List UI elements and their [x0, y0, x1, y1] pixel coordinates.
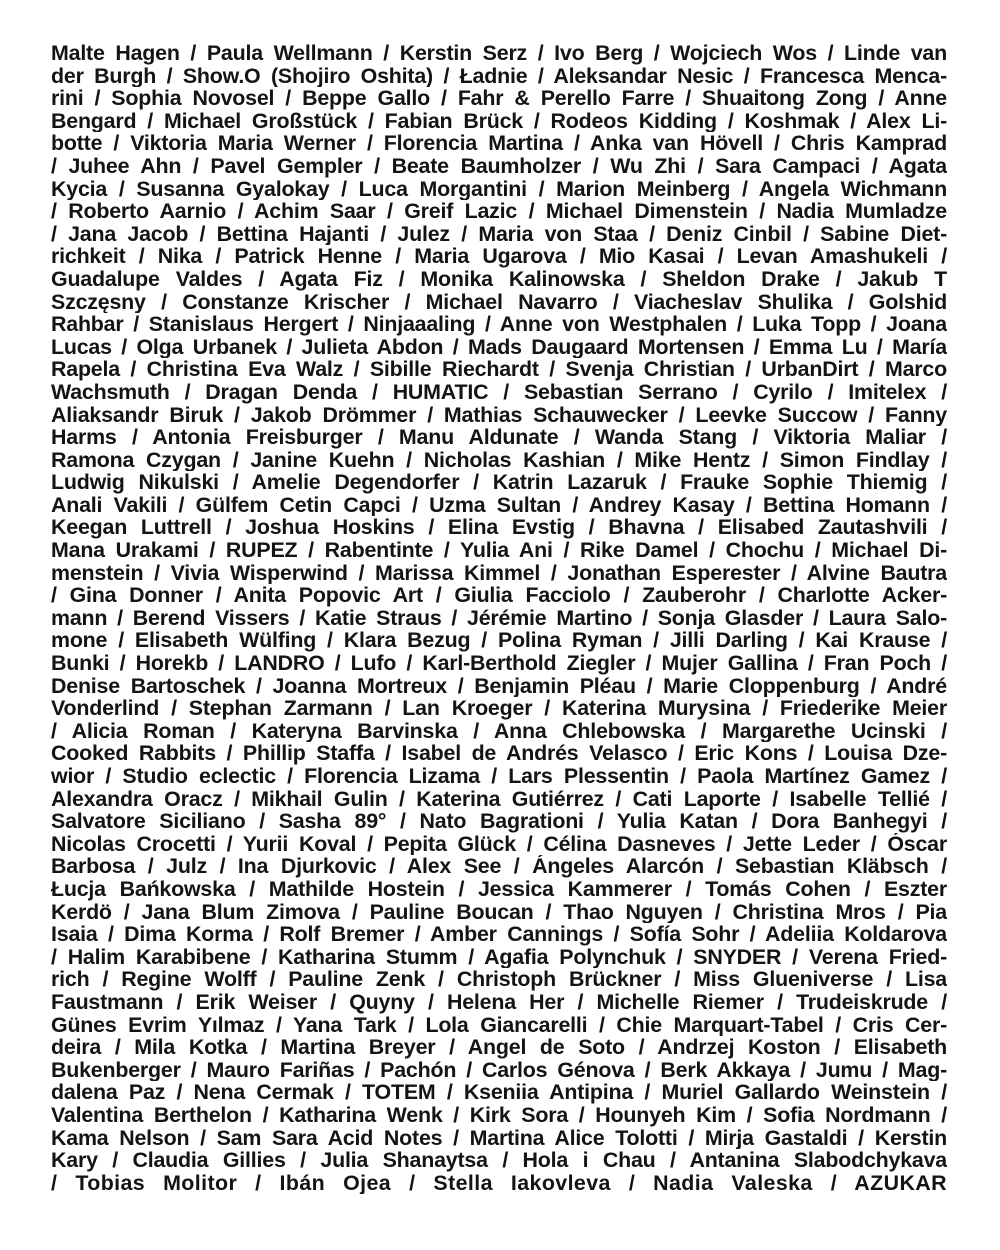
- credits-line: Barbosa / Julz / Ina Djurkovic / Alex See / Ángeles Alarcón / Sebastian Kläbsch /: [51, 855, 947, 878]
- credits-line: Günes Evrim Yılmaz / Yana Tark / Lola Giancarelli / Chie Marquart-Tabel / Cris Cer-: [51, 1013, 947, 1037]
- credits-line: wior / Studio eclectic / Florencia Lizama / Lars Plessentin / Paola Martínez Gamez /: [51, 765, 947, 788]
- credits-line: Kama Nelson / Sam Sara Acid Notes / Martina Alice Tolotti / Mirja Gastaldi / Kerstin: [51, 1126, 947, 1150]
- credits-line: mann / Berend Vissers / Katie Straus / Jérémie Martino / Sonja Glasder / Laura Salo-: [51, 606, 947, 630]
- credits-line: Anali Vakili / Gülfem Cetin Capci / Uzma Sultan / Andrey Kasay / Bettina Homann /: [51, 493, 947, 517]
- credits-line: deira / Mila Kotka / Martina Breyer / Angel de Soto / Andrzej Koston / Elisabeth: [51, 1036, 947, 1059]
- credits-line: Nicolas Crocetti / Yurii Koval / Pepita Glück / Célina Dasneves / Jette Leder / Óscar: [51, 832, 947, 856]
- credits-line: Szczęsny / Constanze Krischer / Michael Navarro / Viacheslav Shulika / Golshid: [51, 290, 947, 314]
- credits-line: Cooked Rabbits / Phillip Staffa / Isabel de Andrés Velasco / Eric Kons / Louisa Dze-: [51, 742, 947, 765]
- credits-line: / Tobias Molitor / Ibán Ojea / Stella Iakovleva / Nadia Valeska / AZUKAR: [51, 1171, 947, 1195]
- credits-line: Valentina Berthelon / Katharina Wenk / Kirk Sora / Hounyeh Kim / Sofia Nordmann /: [51, 1103, 947, 1127]
- credits-line: Ramona Czygan / Janine Kuehn / Nicholas Kashian / Mike Hentz / Simon Findlay /: [51, 448, 947, 472]
- credits-line: Keegan Luttrell / Joshua Hoskins / Elina Evstig / Bhavna / Elisabed Zautashvili /: [51, 516, 947, 540]
- credits-line: Aliaksandr Biruk / Jakob Drömmer / Mathias Schauwecker / Leevke Succow / Fanny: [51, 403, 947, 427]
- credits-line: Vonderlind / Stephan Zarmann / Lan Kroeger / Katerina Murysina / Friederike Meier: [51, 697, 947, 720]
- credits-line: Wachsmuth / Dragan Denda / HUMATIC / Sebastian Serrano / Cyrilo / Imitelex /: [51, 380, 947, 404]
- credits-line: Bunki / Horekb / LANDRO / Lufo / Karl-Berthold Ziegler / Mujer Gallina / Fran Poch /: [51, 652, 947, 675]
- credits-page: [51, 42, 947, 1212]
- credits-line: / Alicia Roman / Kateryna Barvinska / Anna Chlebowska / Margarethe Ucinski /: [51, 719, 947, 743]
- credits-line: botte / Viktoria Maria Werner / Florencia Martina / Anka van Hövell / Chris Kamprad: [51, 132, 947, 155]
- credits-line: / Juhee Ahn / Pavel Gempler / Beate Baumholzer / Wu Zhi / Sara Campaci / Agata: [51, 154, 947, 178]
- credits-line: Kerdö / Jana Blum Zimova / Pauline Boucan / Thao Nguyen / Christina Mros / Pia: [51, 900, 947, 924]
- credits-line: Salvatore Siciliano / Sasha 89° / Nato Bagrationi / Yulia Katan / Dora Banhegyi /: [51, 810, 947, 833]
- credits-line: der Burgh / Show.O (Shojiro Oshita) / Ładnie / Aleksandar Nesic / Francesca Menca-: [51, 64, 947, 88]
- credits-line: Isaia / Dima Korma / Rolf Bremer / Amber Cannings / Sofía Sohr / Adeliia Koldarova: [51, 923, 947, 946]
- credits-line: / Halim Karabibene / Katharina Stumm / Agafia Polynchuk / SNYDER / Verena Fried-: [51, 945, 947, 969]
- credits-line: Guadalupe Valdes / Agata Fiz / Monika Kalinowska / Sheldon Drake / Jakub T: [51, 267, 947, 291]
- credits-line: Harms / Antonia Freisburger / Manu Aldunate / Wanda Stang / Viktoria Maliar /: [51, 426, 947, 449]
- credits-line: Mana Urakami / RUPEZ / Rabentinte / Yulia Ani / Rike Damel / Chochu / Michael Di-: [51, 539, 947, 562]
- credits-line: / Gina Donner / Anita Popovic Art / Giulia Facciolo / Zauberohr / Charlotte Acker-: [51, 584, 947, 607]
- credits-line: mone / Elisabeth Wülfing / Klara Bezug / Polina Ryman / Jilli Darling / Kai Krause /: [51, 629, 947, 653]
- credits-line: Rapela / Christina Eva Walz / Sibille Riechardt / Svenja Christian / UrbanDirt / Marco: [51, 358, 947, 381]
- credits-line: / Roberto Aarnio / Achim Saar / Greif Lazic / Michael Dimenstein / Nadia Mumladze: [51, 200, 947, 223]
- credits-line: Bukenberger / Mauro Fariñas / Pachón / Carlos Génova / Berk Akkaya / Jumu / Mag-: [51, 1058, 947, 1082]
- credits-line: dalena Paz / Nena Cermak / TOTEM / Kseniia Antipina / Muriel Gallardo Weinstein /: [51, 1081, 947, 1104]
- credits-line: Kary / Claudia Gillies / Julia Shanaytsa / Hola i Chau / Antanina Slabodchykava: [51, 1149, 947, 1172]
- contributor-name-list: [51, 42, 947, 1194]
- credits-line: Rahbar / Stanislaus Hergert / Ninjaaaling / Anne von Westphalen / Luka Topp / Joana: [51, 313, 947, 336]
- credits-line: rini / Sophia Novosel / Beppe Gallo / Fahr & Perello Farre / Shuaitong Zong / Anne: [51, 87, 947, 110]
- credits-line: Denise Bartoschek / Joanna Mortreux / Benjamin Pléau / Marie Cloppenburg / André: [51, 674, 947, 698]
- credits-line: rich / Regine Wolff / Pauline Zenk / Christoph Brückner / Miss Glueniverse / Lisa: [51, 968, 947, 991]
- credits-line: Alexandra Oracz / Mikhail Gulin / Katerina Gutiérrez / Cati Laporte / Isabelle Tellié /: [51, 787, 947, 811]
- credits-line: richkeit / Nika / Patrick Henne / Maria Ugarova / Mio Kasai / Levan Amashukeli /: [51, 245, 947, 268]
- credits-line: Ludwig Nikulski / Amelie Degendorfer / Katrin Lazaruk / Frauke Sophie Thiemig /: [51, 471, 947, 494]
- credits-line: Bengard / Michael Großstück / Fabian Brück / Rodeos Kidding / Koshmak / Alex Li-: [51, 109, 947, 133]
- credits-line: Faustmann / Erik Weiser / Quyny / Helena Her / Michelle Riemer / Trudeiskrude /: [51, 990, 947, 1014]
- credits-line: menstein / Vivia Wisperwind / Marissa Kimmel / Jonathan Esperester / Alvine Bautra: [51, 561, 947, 585]
- credits-line: Łucja Bańkowska / Mathilde Hostein / Jessica Kammerer / Tomás Cohen / Eszter: [51, 877, 947, 901]
- credits-line: Malte Hagen / Paula Wellmann / Kerstin Serz / Ivo Berg / Wojciech Wos / Linde van: [51, 42, 947, 65]
- credits-line: Kycia / Susanna Gyalokay / Luca Morgantini / Marion Meinberg / Angela Wichmann: [51, 177, 947, 201]
- credits-line: / Jana Jacob / Bettina Hajanti / Julez / Maria von Staa / Deniz Cinbil / Sabine Diet-: [51, 222, 947, 246]
- credits-line: Lucas / Olga Urbanek / Julieta Abdon / Mads Daugaard Mortensen / Emma Lu / María: [51, 335, 947, 359]
